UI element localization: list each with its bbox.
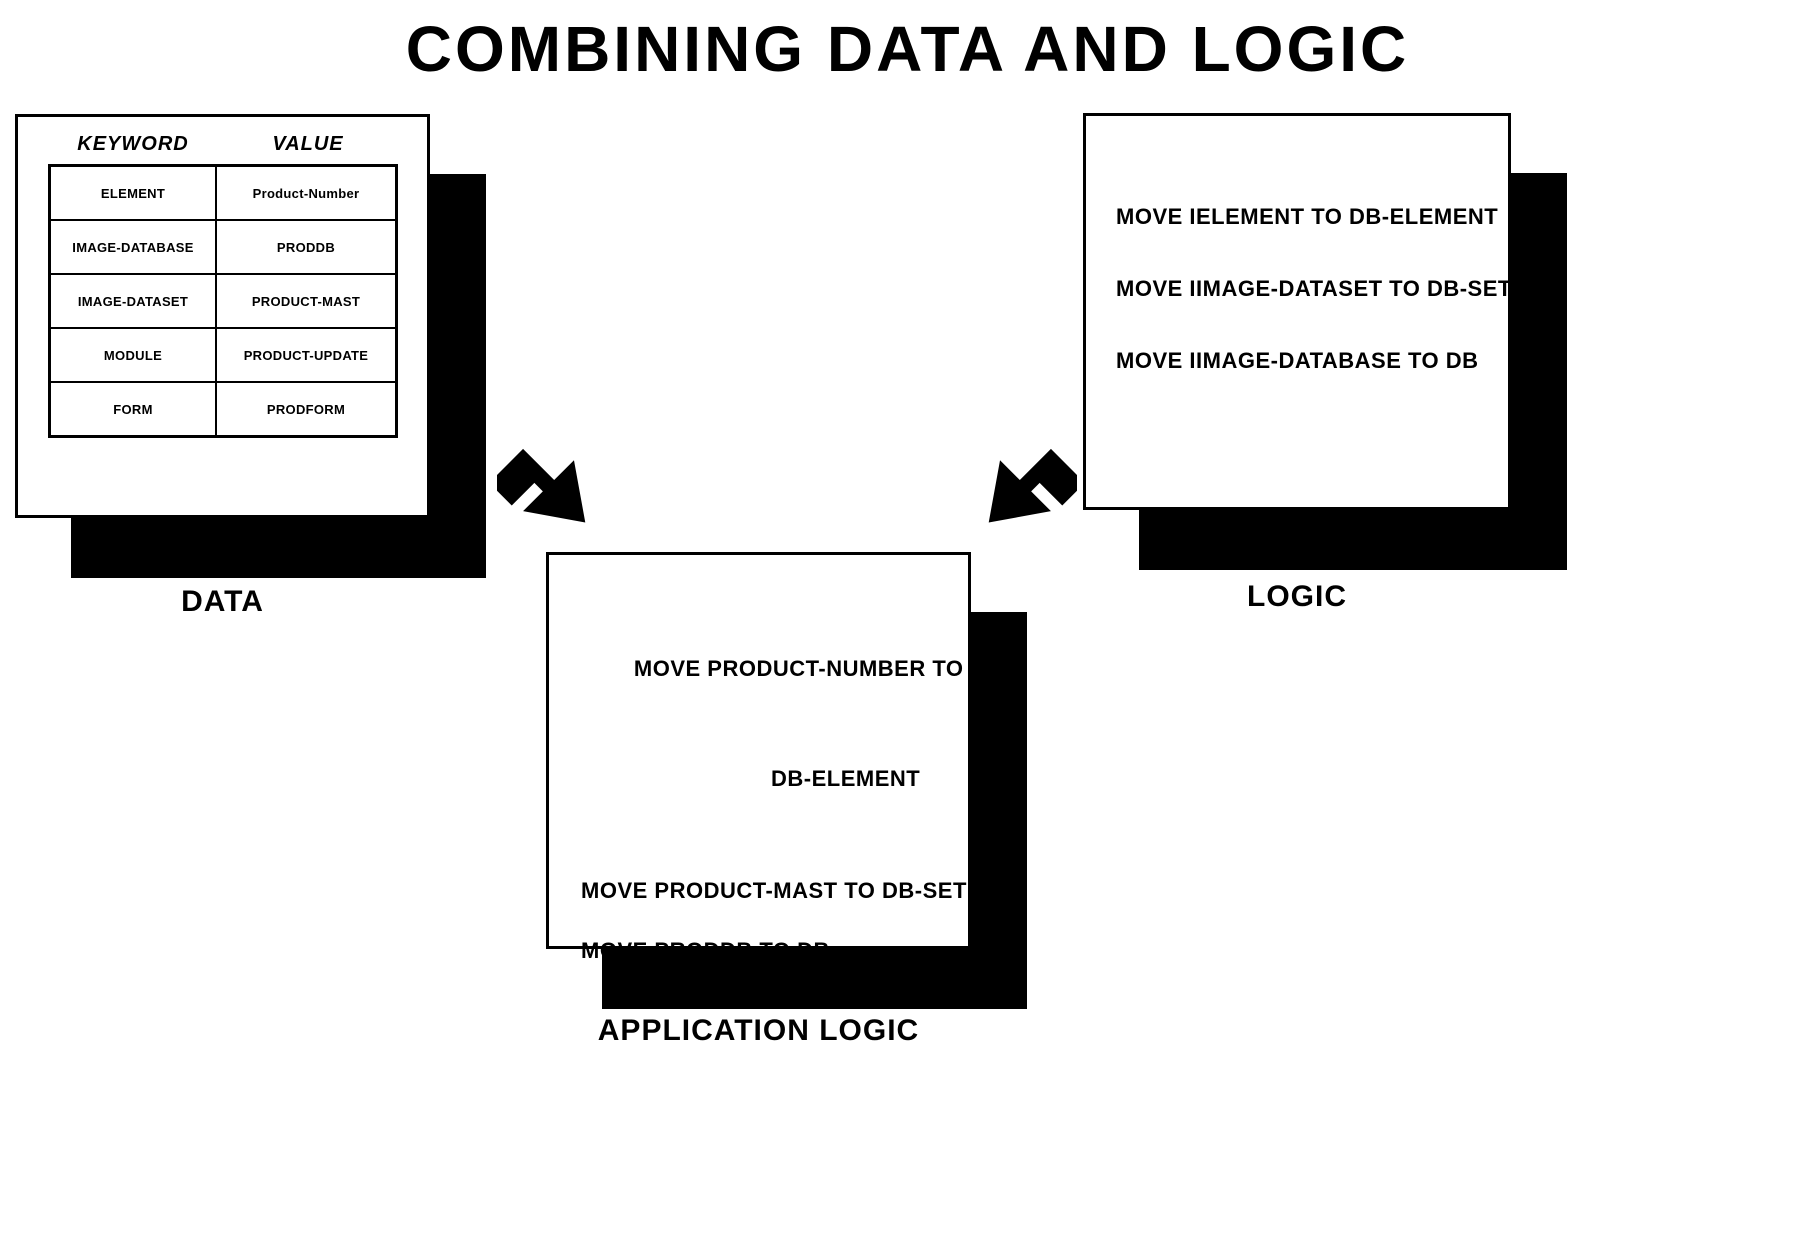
column-header-value: VALUE: [272, 133, 344, 155]
data-panel-caption: DATA: [181, 585, 264, 618]
column-header-keyword: KEYWORD: [77, 133, 189, 155]
logic-code-line: MOVE IELEMENT TO DB-ELEMENT: [1116, 204, 1499, 229]
table-body: [48, 164, 398, 438]
table-cell-keyword: FORM: [51, 383, 217, 435]
logic-panel: [1083, 113, 1511, 510]
application-code-line-text: DB-ELEMENT: [771, 766, 921, 791]
table-header-row: [48, 133, 398, 164]
data-panel: [15, 114, 430, 518]
application-code-line: [581, 630, 962, 708]
arrow-down-left-icon: [957, 437, 1077, 557]
table-cell-value: PRODUCT-MAST: [251, 293, 361, 309]
data-panel-page: [15, 114, 430, 518]
table-cell-value: Product-Number: [252, 185, 360, 201]
arrow-down-right-icon: [497, 437, 617, 557]
table-cell-keyword: ELEMENT: [51, 167, 217, 219]
application-code-line-continued: [581, 714, 962, 844]
table-cell-keyword: IMAGE-DATABASE: [51, 221, 217, 273]
table-row: [51, 383, 395, 435]
logic-code-line: MOVE IIMAGE-DATASET TO DB-SET: [1116, 276, 1512, 301]
application-logic-panel-caption: APPLICATION LOGIC: [597, 1014, 920, 1047]
application-code-line: MOVE PRODDB TO DB: [581, 938, 830, 963]
table-row: [51, 329, 395, 383]
table-cell-keyword: MODULE: [51, 329, 217, 381]
page-title: COMBINING DATA AND LOGIC: [405, 13, 1410, 85]
logic-panel-caption: LOGIC: [1247, 580, 1347, 613]
logic-code-list: [1116, 204, 1512, 420]
table-row: [51, 167, 395, 221]
application-code-line: MOVE PRODUCT-MAST TO DB-SET: [581, 878, 967, 903]
table-cell-value: PRODFORM: [266, 401, 346, 417]
application-logic-panel: [546, 552, 971, 963]
application-code-list: [581, 630, 967, 998]
application-logic-panel-page: [546, 552, 971, 963]
table-cell-keyword: IMAGE-DATASET: [51, 275, 217, 327]
keyword-value-table: [48, 133, 398, 438]
application-code-line-text: MOVE PRODUCT-NUMBER TO: [633, 656, 964, 681]
table-cell-value: PRODDB: [276, 239, 336, 255]
logic-code-line: MOVE IIMAGE-DATABASE TO DB: [1116, 348, 1479, 373]
table-row: [51, 275, 395, 329]
logic-panel-page: [1083, 113, 1511, 510]
table-row: [51, 221, 395, 275]
table-cell-value: PRODUCT-UPDATE: [243, 347, 369, 363]
